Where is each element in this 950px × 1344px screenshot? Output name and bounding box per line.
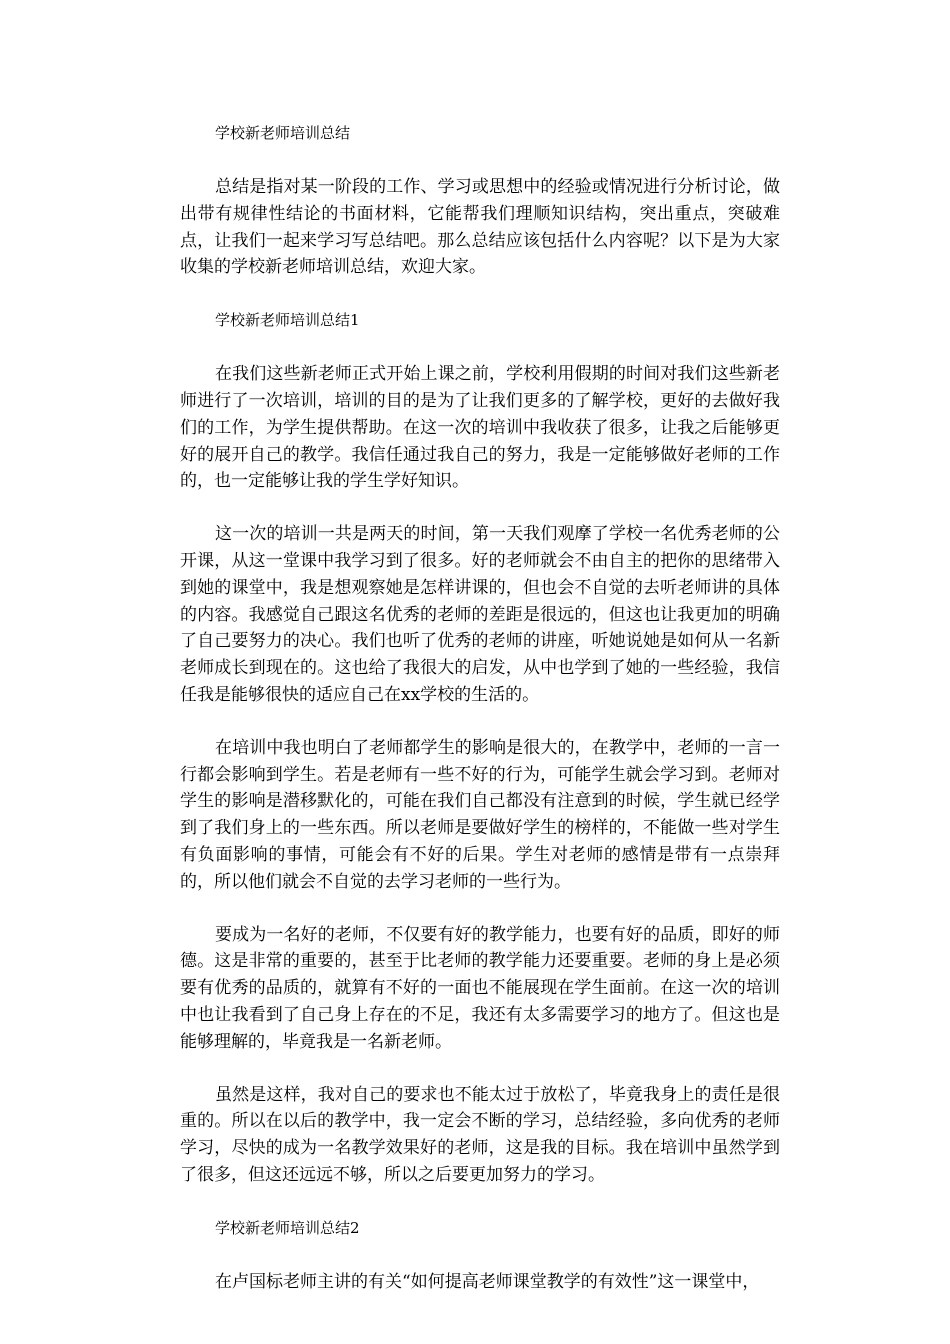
spacer: [180, 709, 780, 735]
section-1-paragraph-4: 要成为一名好的老师，不仅要有好的教学能力，也要有好的品质，即好的师德。这是非常的重要的，甚至于比老师的教学能力还要重要。老师的身上是必须要有优秀的品质的，就算有不好的一面也不能展现在学生面前。在这一次的培训中也让我看到了自己身上存在的不足，我还有太多需要学习的地方了。但这也是能够理解的，毕竟我是一名新老师。: [180, 924, 780, 1052]
spacer: [180, 896, 780, 922]
spacer: [180, 1241, 780, 1269]
intro-paragraph: 总结是指对某一阶段的工作、学习或思想中的经验或情况进行分析讨论，做出带有规律性结论的书面材料，它能帮我们理顺知识结构，突出重点，突破难点，让我们一起来学习写总结吧。那么总结应该包括什么内容呢？以下是为大家收集的学校新老师培训总结，欢迎大家。: [180, 177, 780, 278]
section-1-paragraph-3: 在培训中我也明白了老师都学生的影响是很大的，在教学中，老师的一言一行都会影响到学生。若是老师有一些不好的行为，可能学生就会学习到。老师对学生的影响是潜移默化的，可能在我们自己都没有注意到的时候，学生就已经学到了我们身上的一些东西。所以老师是要做好学生的榜样的，不能做一些对学生有负面影响的事情，可能会有不好的后果。学生对老师的感情是带有一点崇拜的，所以他们就会不自觉的去学习老师的一些行为。: [180, 737, 780, 892]
spacer: [180, 333, 780, 361]
spacer: [180, 1189, 780, 1215]
spacer: [180, 146, 780, 174]
document-title: 学校新老师培训总结: [215, 124, 351, 142]
spacer: [180, 1056, 780, 1082]
section-1-paragraph-2: 这一次的培训一共是两天的时间，第一天我们观摩了学校一名优秀老师的公开课，从这一堂课中我学习到了很多。好的老师就会不由自主的把你的思绪带入到她的课堂中，我是想观察她是怎样讲课的，但也会不自觉的去听老师讲的具体的内容。我感觉自己跟这名优秀的老师的差距是很远的，但这也让我更加的明确了自己要努力的决心。我们也听了优秀的老师的讲座，听她说她是如何从一名新老师成长到现在的。这也给了我很大的启发，从中也学到了她的一些经验，我信任我是能够很快的适应自己在xx学校的生活的。: [180, 524, 780, 705]
section-2-paragraph-1: 在卢国标老师主讲的有关“如何提高老师课堂教学的有效性”这一课堂中，: [215, 1271, 760, 1292]
document-page: [180, 120, 780, 1296]
section-1-heading: 学校新老师培训总结1: [215, 311, 360, 330]
spacer: [180, 281, 780, 307]
section-1-paragraph-1: 在我们这些新老师正式开始上课之前，学校利用假期的时间对我们这些新老师进行了一次培训，培训的目的是为了让我们更多的了解学校，更好的去做好我们的工作，为学生提供帮助。在这一次的培训中我收获了很多，让我之后能够更好的展开自己的教学。我信任通过我自己的努力，我是一定能够做好老师的工作的，也一定能够让我的学生学好知识。: [180, 364, 780, 492]
section-2-heading: 学校新老师培训总结2: [215, 1218, 360, 1237]
spacer: [180, 495, 780, 521]
section-1-paragraph-5: 虽然是这样，我对自己的要求也不能太过于放松了，毕竟我身上的责任是很重的。所以在以后的教学中，我一定会不断的学习，总结经验，多向优秀的老师学习，尽快的成为一名教学效果好的老师，这是我的目标。我在培训中虽然学到了很多，但这还远远不够，所以之后要更加努力的学习。: [180, 1084, 780, 1185]
